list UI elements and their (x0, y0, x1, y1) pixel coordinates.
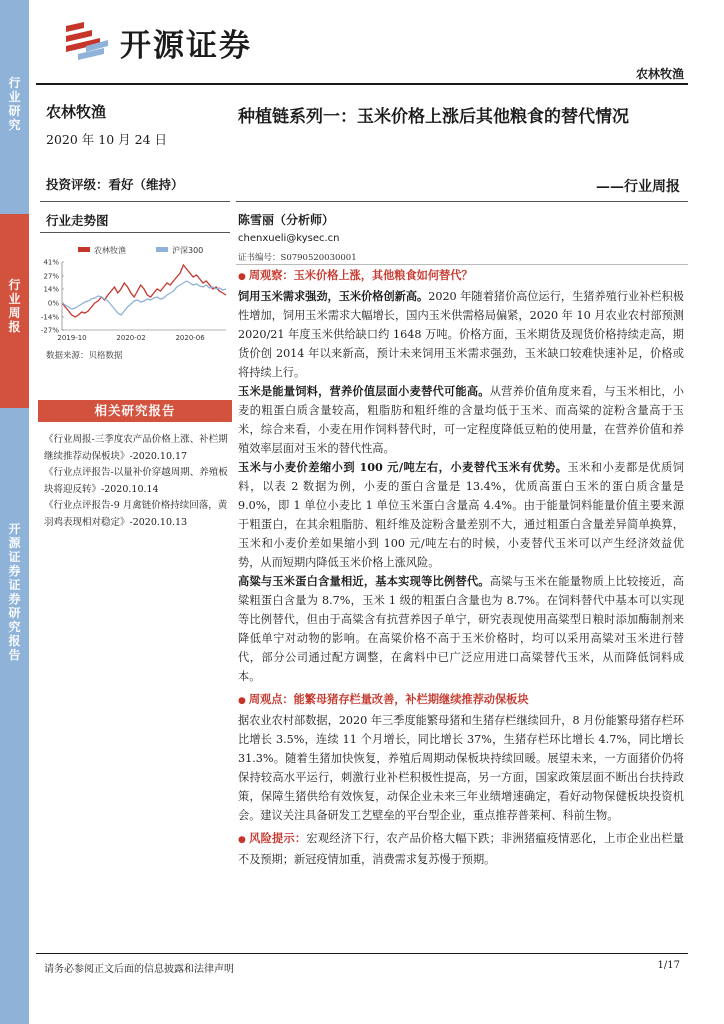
y-tick-label: 0% (47, 299, 59, 308)
paragraph-lead: 饲用玉米需求强劲，玉米价格创新高。 (238, 289, 429, 303)
header-divider (36, 83, 688, 85)
section-heading-text: 周观点：能繁母猪存栏量改善，补栏期继续推荐动保板块 (248, 692, 529, 706)
paragraph-text: 玉米和小麦都是优质饲料，以表 2 数据为例，小麦的蛋白含量是 13.4%，优质高蛋白玉米的蛋白质含量是 9.0%，即 1 单位小麦比 1 单位玉米蛋白含量高 4.4%。由于能量饲料能量价值主要来源于粗蛋白，在其余粗脂肪、粗纤维及淀粉含量差别不大，通过粗蛋白含量差异简单换算，玉米和小麦价差如果缩小到 100 元/吨左右的时候，小麦替代玉米可以产生经济效益优势，从而短期内降低玉米价格上涨风险。 (238, 461, 684, 569)
report-title: 种植链系列一：玉米价格上涨后其他粮食的替代情况 (238, 107, 629, 127)
trend-chart-svg (38, 244, 234, 344)
analyst-name: 陈雪丽（分析师） (238, 213, 335, 227)
related-reports-title: 相关研究报告 (38, 400, 232, 422)
paragraph-text: 据农业农村部数据，2020 年三季度能繁母猪和生猪存栏继续回升，8 月份能繁母猪存栏环比增长 3.5%，连续 11 个月增长，同比增长 37%，生猪存栏环比增长 4.7%，同比增长 31.3%。随着生猪加快恢复，养殖后周期动保板块持续回暖。展望未来，一方面猪价仍将保持较高水平运行，刺激行业补栏积极性提高，另一方面，国家政策层面不断出台扶持政策，保障生猪供给有效恢复，动保企业未来三年业绩增速确定，看好动物保健板块投资机会。建议关注具备研发工艺壁垒的平台型企业，重点推荐普莱柯、科前生物。 (238, 714, 684, 822)
analyst-email[interactable]: chenxueli@kysec.cn (238, 233, 340, 244)
trend-chart (38, 244, 234, 344)
side-bar (0, 0, 29, 1024)
report-date: 2020 年 10 月 24 日 (46, 132, 167, 147)
divider (40, 232, 230, 233)
paragraph-text: 2020 年随着猪价高位运行，生猪养殖行业补栏积极性增加，饲用玉米需求大幅增长，国内玉米供需格局偏紧，2020 年 10 月农业农村部预测 2020/21 年度玉米供给缺口约 1648 万吨。价格方面，玉米期货及现货价格持续走高，期货价创 2014 年以来新高，预计未来饲用玉米需求强劲，玉米缺口较难快速补足，价格或将持续上行。 (238, 290, 684, 379)
paragraph-lead: 高粱与玉米蛋白含量相近，基本实现等比例替代。 (238, 574, 490, 588)
legend-swatch (156, 247, 168, 252)
divider (40, 201, 230, 202)
bullet-icon: ● (238, 835, 247, 845)
trend-chart-title: 行业走势图 (46, 213, 109, 228)
industry-name: 农林牧渔 (46, 103, 107, 121)
side-label-research: 行业研究 (8, 76, 21, 132)
x-tick-label: 2019-10 (57, 334, 87, 342)
related-report-link[interactable]: 《行业点评报告-以量补价穿越周期、养殖板块将迎反转》-2020.10.14 (44, 467, 228, 495)
legend-label: 沪深300 (172, 246, 204, 255)
risk-heading-text: 风险提示： (249, 831, 307, 845)
divider (236, 201, 688, 202)
related-reports-list (44, 432, 228, 531)
header-section-tag: 农林牧渔 (635, 67, 684, 81)
investment-rating: 投资评级：看好（维持） (46, 177, 184, 192)
y-tick-label: 14% (43, 285, 59, 294)
paragraph (238, 572, 684, 686)
analyst-certificate: 证书编号：S0790520030001 (238, 253, 357, 263)
x-tick-label: 2020-02 (116, 334, 146, 342)
series-line (62, 265, 226, 317)
side-label-kysec: 开源证券证券研究报告 (8, 522, 21, 662)
legend-swatch (78, 247, 90, 252)
risk-text: 宏观经济下行，农产品价格大幅下跌；非洲猪瘟疫情恶化，上市企业出栏量不及预期；新冠疫情加重，消费需求复苏慢于预期。 (238, 832, 684, 866)
report-body (238, 266, 684, 869)
series-line (62, 281, 226, 315)
section-heading-text: 周观察：玉米价格上涨，其他粮食如何替代？ (248, 268, 473, 282)
y-tick-label: 41% (43, 258, 59, 267)
data-source: 数据来源：贝格数据 (46, 351, 123, 361)
y-tick-label: -14% (40, 313, 59, 322)
bullet-icon: ● (238, 696, 246, 706)
y-tick-label: 27% (43, 272, 59, 281)
side-bar-bottom (0, 408, 29, 1024)
paragraph (238, 458, 684, 572)
risk-paragraph (238, 829, 684, 869)
paragraph (238, 711, 684, 825)
brand-logo (62, 18, 292, 64)
x-tick-label: 2020-06 (175, 334, 205, 342)
paragraph (238, 382, 684, 458)
brand-mark-icon (62, 20, 112, 62)
report-type: ——行业周报 (596, 179, 680, 195)
paragraph-lead: 玉米是能量饲料，营养价值层面小麦替代可能高。 (238, 384, 490, 398)
related-report-link[interactable]: 《行业周报-三季度农产品价格上涨、补栏期继续推荐动保板块》-2020.10.17 (44, 434, 228, 462)
y-tick-label: -27% (40, 326, 59, 335)
legend-label: 农林牧渔 (94, 246, 126, 255)
section-heading (238, 690, 684, 711)
paragraph-lead: 玉米与小麦价差缩小到 100 元/吨左右，小麦替代玉米有优势。 (238, 460, 568, 474)
divider (236, 264, 688, 265)
brand-name: 开源证券 (120, 28, 252, 64)
paragraph (238, 287, 684, 382)
paragraph-text: 从营养价值角度来看，与玉米相比，小麦的粗蛋白质含量较高，粗脂肪和粗纤维的含量均低于玉米、而高粱的淀粉含量高于玉米，综合来看，小麦在用作饲料替代时，可一定程度降低豆粕的使用量，在营养价值和养殖效率层面对玉米的替代性高。 (238, 385, 684, 455)
paragraph-text: 高粱与玉米在能量物质上比较接近，高粱粗蛋白含量为 8.7%，玉米 1 级的粗蛋白含量也为 8.7%。在饲料替代中基本可以实现等比例替代，但由于高粱含有抗营养因子单宁，研究表现使用高粱型日粮时添加酶制剂来降低单宁对动物的影响。在高粱价格不高于玉米价格时，均可以采用高粱对玉米进行替代，部分公司通过配方调整，在禽料中已广泛应用进口高粱替代玉米，从而降低饲料成本。 (238, 575, 684, 683)
footer-divider (36, 953, 688, 954)
page-number: 1/17 (657, 960, 680, 971)
footer-disclaimer[interactable]: 请务必参阅正文后面的信息披露和法律声明 (44, 964, 234, 975)
risk-heading (238, 831, 306, 845)
side-label-weekly: 行业周报 (8, 278, 21, 334)
related-report-link[interactable]: 《行业点评报告-9 月禽链价格持续回落，黄羽鸡表现相对稳定》-2020.10.13 (44, 500, 228, 528)
bullet-icon: ● (238, 272, 246, 282)
section-heading (238, 266, 684, 287)
